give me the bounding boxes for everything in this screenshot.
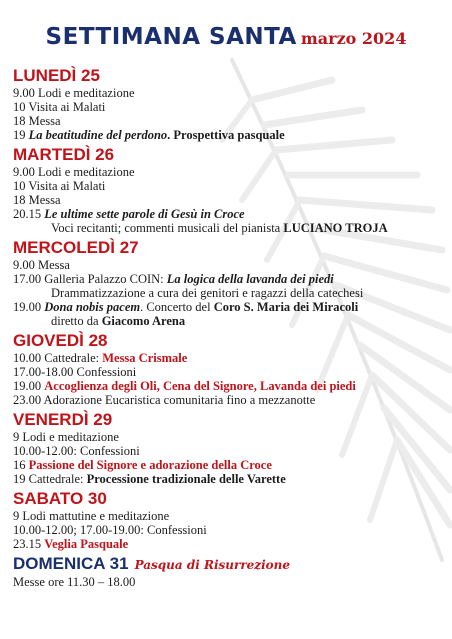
schedule-line [13,472,443,486]
schedule-line: Messe ore 11.30 – 18.00 [13,575,136,589]
schedule-line: 10 Visita ai Malati [13,179,106,193]
day-domenica [13,554,443,589]
schedule-line [13,300,443,314]
day-lunedi [13,66,443,142]
schedule-line [13,207,443,221]
day-title: VENERDÌ 29 [13,410,113,429]
page-title: SETTIMANA SANTA [45,24,297,50]
event-detail: Voci recitanti; commenti musicali del pianista [51,221,284,235]
schedule-line [13,537,443,551]
schedule-line [13,314,443,328]
day-title: SABATO 30 [13,489,107,508]
schedule-line: 10 Visita ai Malati [13,100,106,114]
schedule-line [13,221,443,235]
day-martedi [13,145,443,235]
event-time: 16 [13,458,29,472]
schedule-line: 18 Messa [13,193,61,207]
schedule-line: 9.00 Lodi e meditazione [13,86,135,100]
event-time: 19.00 [13,379,45,393]
page-header [0,24,452,50]
event-subtitle: . Prospettiva pasquale [167,128,285,142]
event-location: 17.00 Galleria Palazzo COIN: [13,272,167,286]
event-location: 10.00 Cattedrale: [13,351,103,365]
event-title: Le ultime sette parole di Gesù in Croce [44,207,245,221]
day-title [13,554,443,575]
event-title: Passione del Signore e adorazione della Croce [28,458,272,472]
schedule-line [13,128,443,142]
event-time: 23.15 [13,537,45,551]
day-title: MARTEDÌ 26 [13,145,115,164]
performer-name: LUCIANO TROJA [283,221,388,235]
day-subtitle: Pasqua di Risurrezione [134,558,291,572]
event-title: Messa Crismale [102,351,188,365]
page-subtitle-date: marzo 2024 [300,29,407,48]
day-title: GIOVEDÌ 28 [13,331,108,350]
schedule-line: 17.00-18.00 Confessioni [13,365,137,379]
event-location: 19 Cattedrale: [13,472,87,486]
event-time: 19.00 [13,300,45,314]
day-venerdi [13,410,443,486]
event-title: La beatitudine del perdono [28,128,168,142]
conductor-name: Giacomo Arena [101,314,186,328]
choir-name: Coro S. Maria dei Miracoli [213,300,359,314]
event-title: Veglia Pasquale [44,537,129,551]
schedule-line [13,458,443,472]
schedule-line: 10.00-12.00; 17.00-19.00: Confessioni [13,523,207,537]
schedule-line [13,272,443,286]
schedule-line: 9.00 Messa [13,258,70,272]
schedule-line [13,351,443,365]
schedule-line: Drammatizzazione a cura dei genitori e ragazzi della catechesi [51,286,364,300]
day-sabato [13,489,443,551]
event-detail: diretto da [51,314,102,328]
schedule [13,66,443,592]
event-title: Processione tradizionale delle Varette [86,472,286,486]
schedule-line: 18 Messa [13,114,61,128]
day-giovedi [13,331,443,407]
event-title: La logica della lavanda dei piedi [166,272,334,286]
day-title: LUNEDÌ 25 [13,66,100,85]
day-title-text: DOMENICA 31 [13,554,129,573]
schedule-line: 23.00 Adorazione Eucaristica comunitaria fino a mezzanotte [13,393,316,407]
schedule-line: 10.00-12.00: Confessioni [13,444,140,458]
event-time: 19 [13,128,29,142]
event-title: Dona nobis pacem [44,300,141,314]
day-title: MERCOLEDÌ 27 [13,238,139,257]
schedule-line [13,379,443,393]
schedule-line: 9 Lodi mattutine e meditazione [13,509,170,523]
event-time: 20.15 [13,207,45,221]
schedule-line: 9 Lodi e meditazione [13,430,119,444]
event-title: Accoglienza degli Oli, Cena del Signore, Lavanda dei piedi [44,379,356,393]
schedule-line: 9.00 Lodi e meditazione [13,165,135,179]
day-mercoledi [13,238,443,328]
event-detail: . Concerto del [140,300,214,314]
